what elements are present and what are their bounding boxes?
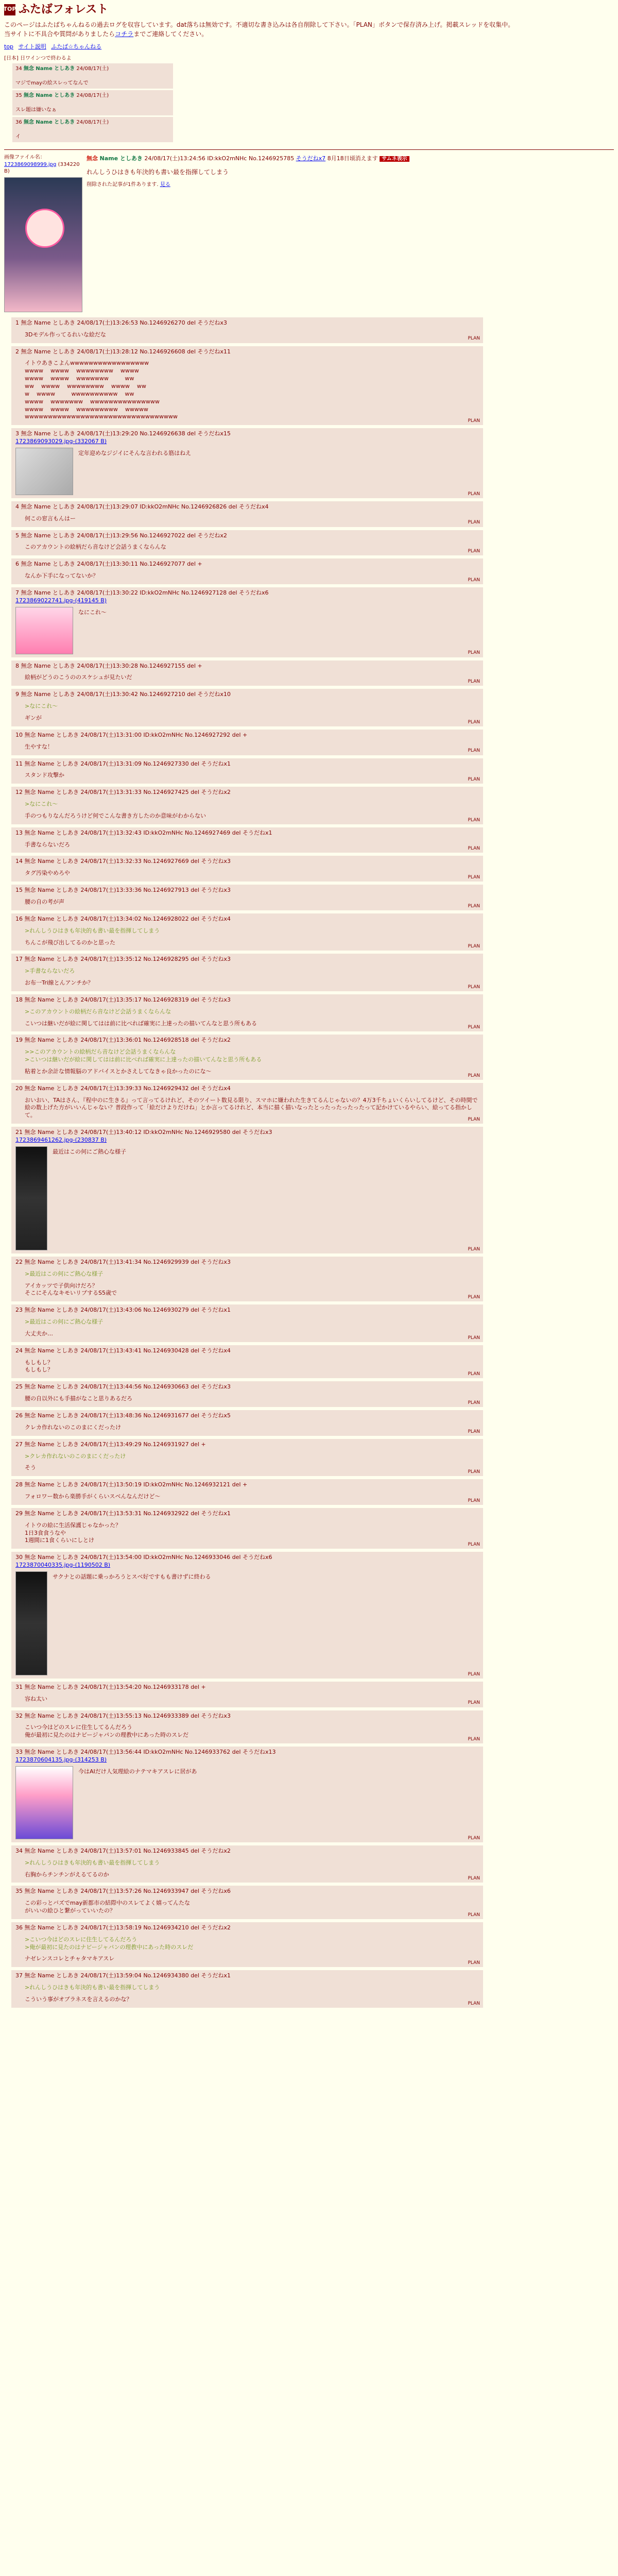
reply-post (11, 587, 483, 657)
reply-header-text: 無念 Name としあき 24/08/17(土)13:48:36 No.1246931677 del そうだねx5 (24, 1412, 231, 1419)
reply-header (15, 1347, 479, 1355)
desc-line-1: このページはふたばちゃんねるの過去ログを収容しています。dat落ちは無効です。不適切な書き込みは各自削除して下さい。「PLAN」ボタンで保存済み上げ。掲載スレッドを収集中。 (4, 21, 514, 28)
reply-body: タグ汚染やめろや (25, 870, 70, 877)
reply-header (15, 1307, 479, 1314)
op-body: れんしうひはきも年決的も書い最を指揮してしまう (87, 168, 229, 176)
reply-body: イトウあきこよんwwwwwwwwwwwwwwwww wwww wwww wwwwwwww wwww wwww wwww wwwwwww ww ww wwww wwwwwwww wwww ww w wwww wwwwwwwwww ww wwww wwwwwww wwwwwwwwwwwwwww wwww wwww wwwwwwwww wwwww wwwwwwwwwwwwwwwwwwwwwwwwwwwwwwwww (25, 360, 178, 420)
reply-header (15, 1924, 479, 1932)
reply-body: 何この窓言もんはー (25, 515, 76, 522)
reply-post (11, 913, 483, 951)
reply-header (15, 732, 479, 739)
reply-post (11, 885, 483, 910)
reply-header-text: 無念 Name としあき 24/08/17(土)13:26:53 No.1246926270 del そうだねx3 (21, 319, 227, 326)
reply-header-text: 無念 Name としあき 24/08/17(土)13:31:33 No.1246927425 del そうだねx2 (24, 789, 231, 796)
reply-quote: >なにこれ～ (25, 703, 58, 710)
reply-index: 18 (15, 996, 23, 1003)
reply-quote: >なにこれ～ (25, 801, 58, 808)
reply-header (15, 1129, 479, 1137)
plan-button[interactable]: PLAN (468, 2001, 480, 2006)
reply-header-text: 無念 Name としあき 24/08/17(土)13:31:00 ID:kkO2mNHc No.1246927292 del + (24, 731, 248, 738)
reply-post (11, 827, 483, 853)
plan-button[interactable]: PLAN (468, 1835, 480, 1841)
plan-button[interactable]: PLAN (468, 1246, 480, 1252)
reply-quote: >れんしうひはきも年決的も書い最を指揮してしまう (25, 1984, 160, 1991)
reply-header-text: 無念 Name としあき 24/08/17(土)13:49:29 No.1246931927 del + (24, 1440, 206, 1448)
plan-button[interactable]: PLAN (468, 1671, 480, 1677)
reply-body: もしもし？ もしもし？ (25, 1359, 53, 1374)
reply-index: 7 (15, 589, 19, 596)
mini-post: 36 無念 Name としあき 24/08/17(土) イ (12, 117, 173, 142)
reply-body: 3Dモデル作ってるれいな絵だな (25, 331, 106, 338)
reply-header (15, 1412, 479, 1420)
reply-header-text: 無念 Name としあき 24/08/17(土)13:30:11 No.1246927077 del + (21, 561, 202, 568)
reply-body: 手書ならないだろ (25, 841, 70, 848)
reply-index: 9 (15, 691, 19, 698)
reply-post (11, 856, 483, 882)
reply-index: 19 (15, 1037, 23, 1044)
reply-index: 23 (15, 1307, 23, 1314)
reply-body: イトウの絵に生活保護じゃなかった？ 1日3食食うなや 1週間に1食くらいにしとけ (25, 1521, 121, 1544)
reply-quote: >手書ならないだろ (25, 968, 75, 975)
reply-post (11, 1886, 483, 1919)
reply-header (15, 503, 479, 511)
reply-header (15, 561, 479, 568)
plan-button[interactable]: PLAN (468, 1400, 480, 1405)
reply-index: 15 (15, 887, 23, 894)
desc-line-2: 当サイトに不具合や質問がありましたらコチラまでご連絡してください。 (4, 30, 208, 38)
reply-post (11, 558, 483, 584)
op-expire: 8月18日頃消えます (327, 155, 378, 162)
reply-list (4, 317, 614, 2008)
op-post (4, 154, 614, 312)
reply-index: 2 (15, 348, 19, 355)
op-file-link[interactable]: 1723869098999.jpg (4, 161, 57, 167)
reply-body: こういう事がオブラネスを言えるのかな？ (25, 1995, 132, 2003)
reply-post (11, 1747, 483, 1842)
reply-header (15, 1037, 479, 1044)
reply-header-text: 無念 Name としあき 24/08/17(土)13:36:01 No.1246928518 del そうだねx2 (24, 1037, 231, 1044)
reply-post (11, 1083, 483, 1124)
reply-header-text: 無念 Name としあき 24/08/17(土)13:59:04 No.1246934380 del そうだねx1 (24, 1972, 231, 1979)
op-note-link[interactable]: 見る (160, 182, 170, 188)
reply-header-text: 無念 Name としあき 24/08/17(土)13:55:13 No.1246933389 del そうだねx3 (24, 1712, 231, 1719)
divider (4, 149, 614, 150)
op-file: 画像ファイル名： 1723869098999.jpg (334220 B) (4, 154, 81, 312)
reply-header-text: 無念 Name としあき 24/08/17(土)13:50:19 ID:kkO2mNHc No.1246932121 del + (24, 1481, 248, 1488)
reply-post (11, 1410, 483, 1436)
reply-body: サクナとの話題に乗っかろうとスベ好ですもも書けずに終わる (53, 1573, 211, 1580)
reply-quote: >このアカウントの絵柄だら音なけど会話うまくならんな (25, 1008, 171, 1015)
reply-header-text: 無念 Name としあき 24/08/17(土)13:58:19 No.1246934210 del そうだねx2 (24, 1924, 231, 1931)
reply-index: 22 (15, 1258, 23, 1265)
reply-image-link[interactable]: 1723870604135.jpg-(314253 B) (15, 1756, 107, 1763)
reply-post (11, 1127, 483, 1253)
reply-index: 10 (15, 731, 23, 738)
reply-header (15, 1481, 479, 1489)
prev-thread-head: [日本] 日ワインつで終わるよ (4, 55, 72, 61)
reply-body: ちんこが飛び出してるのかと思った (25, 939, 115, 946)
reply-header (15, 1848, 479, 1855)
plan-button[interactable]: PLAN (468, 1542, 480, 1548)
reply-header (15, 1383, 479, 1391)
reply-post (11, 501, 483, 527)
plan-button[interactable]: PLAN (468, 1429, 480, 1434)
reply-index: 1 (15, 319, 19, 326)
reply-body: スタンド攻撃か (25, 772, 64, 779)
reply-index: 32 (15, 1712, 23, 1719)
reply-body: 腰の自以外にも手描がなこと思りあるだろ (25, 1395, 132, 1402)
reply-body: 今はAIだけ人気理絵のナテマキアスレに居があ (78, 1768, 197, 1775)
plan-button[interactable]: PLAN (468, 777, 480, 783)
op-image[interactable] (4, 177, 82, 312)
reply-header-text: 無念 Name としあき 24/08/17(土)13:56:44 ID:kkO2mNHc No.1246933762 del そうだねx13 (24, 1749, 276, 1756)
reply-body: なんか下手になってないか？ (25, 572, 98, 580)
reply-post (11, 689, 483, 726)
reply-header-text: 無念 Name としあき 24/08/17(土)13:30:28 No.1246927155 del + (21, 662, 202, 669)
reply-header (15, 1972, 479, 1980)
op-name: Name としあき (99, 155, 143, 162)
reply-index: 33 (15, 1749, 23, 1756)
reply-header-text: 無念 Name としあき 24/08/17(土)13:29:56 No.1246927022 del そうだねx2 (21, 532, 227, 539)
reply-header (15, 691, 479, 699)
reply-header-text: 無念 Name としあき 24/08/17(土)13:57:26 No.1246933947 del そうだねx6 (24, 1888, 231, 1895)
reply-post (11, 1479, 483, 1505)
mini-post: 35 無念 Name としあき 24/08/17(土) スレ題は嫌いなぁ (12, 90, 173, 115)
reply-header-text: 無念 Name としあき 24/08/17(土)13:57:01 No.1246933845 del そうだねx2 (24, 1847, 231, 1854)
reply-header (15, 789, 479, 796)
reply-index: 3 (15, 430, 19, 437)
reply-post (11, 346, 483, 426)
reply-header-text: 無念 Name としあき 24/08/17(土)13:43:41 No.1246930428 del そうだねx4 (24, 1347, 231, 1354)
plan-button[interactable]: PLAN (468, 650, 480, 656)
reply-body: 絵柄がどうのこうののスケシュが見たいだ (25, 674, 132, 681)
plan-button[interactable]: PLAN (468, 1737, 480, 1742)
reply-post (11, 994, 483, 1032)
reply-header-text: 無念 Name としあき 24/08/17(土)13:32:33 No.1246927669 del そうだねx3 (24, 858, 231, 865)
reply-header (15, 663, 479, 670)
reply-index: 25 (15, 1383, 23, 1391)
reply-header-text: 無念 Name としあき 24/08/17(土)13:29:20 No.1246926638 del そうだねx15 (21, 430, 231, 437)
mini-post: 34 無念 Name としあき 24/08/17(土) マジでmayの絵スレってなんで (12, 63, 173, 89)
plan-button[interactable]: PLAN (468, 846, 480, 852)
reply-thumbnail[interactable] (15, 607, 73, 654)
plan-button[interactable]: PLAN (468, 577, 480, 583)
reply-body: なにこれ～ (78, 608, 107, 616)
reply-quote: >れんしうひはきも年決的も書い最を指揮してしまう (25, 927, 160, 934)
reply-index: 5 (15, 532, 19, 539)
reply-quote: >クレカ作れないのこのまにくだったけ (25, 1452, 126, 1460)
op-subject: 無念 (87, 155, 98, 162)
reply-header (15, 916, 479, 923)
reply-index: 16 (15, 915, 23, 922)
reply-index: 21 (15, 1129, 23, 1136)
reply-post (11, 1682, 483, 1707)
reply-index: 20 (15, 1084, 23, 1092)
plan-button[interactable]: PLAN (468, 1025, 480, 1030)
reply-post (11, 954, 483, 991)
reply-body: こいつ今はどのスレに住生してるんだろう 俺が最初に見たのはナビージャパンの理教中にあった時のスレだ (25, 1724, 189, 1739)
reply-quote: >れんしうひはきも年決的も書い最を指揮してしまう (25, 1859, 160, 1866)
reply-header (15, 829, 479, 837)
contact-link[interactable]: コチラ (115, 30, 134, 38)
reply-header (15, 858, 479, 866)
reply-post (11, 1345, 483, 1379)
op-content (87, 154, 409, 312)
reply-body: こいつは継いだが絵に関してはは前に比べれば確実に上達ったの描いてんなと思う所もある (25, 1020, 257, 1027)
reply-thumbnail[interactable] (15, 1571, 47, 1675)
reply-post (11, 1845, 483, 1883)
reply-header-text: 無念 Name としあき 24/08/17(土)13:35:12 No.1246928295 del そうだねx3 (24, 956, 231, 963)
nav-links (4, 43, 614, 51)
plan-button[interactable]: PLAN (468, 903, 480, 909)
reply-quote: >こいつ今はどのスレに住生してるんだろう >俺が最初に見たのはナビージャパンの理教中にあった時のスレだ (25, 1936, 194, 1951)
plan-button[interactable]: PLAN (468, 1912, 480, 1918)
reply-body: お布一Tri線とんアンチか？ (25, 979, 94, 987)
op-date: 24/08/17(土)13:24:56 ID:kkO2mNHc No.1246925785 (144, 155, 295, 162)
reply-header-text: 無念 Name としあき 24/08/17(土)13:30:22 ID:kkO2mNHc No.1246927128 del そうだねx6 (21, 589, 269, 596)
reply-image-link[interactable]: 1723869461262.jpg-(230837 B) (15, 1137, 107, 1143)
reply-body: 大丈夫か… (25, 1330, 53, 1337)
reply-header (15, 430, 479, 438)
plan-button[interactable]: PLAN (468, 1469, 480, 1475)
reply-post (11, 1381, 483, 1407)
plan-button[interactable]: PLAN (468, 418, 480, 424)
reply-post (11, 1439, 483, 1477)
reply-index: 17 (15, 956, 23, 963)
plan-button[interactable]: PLAN (468, 1700, 480, 1706)
reply-header (15, 1684, 479, 1691)
plan-button[interactable]: PLAN (468, 1371, 480, 1377)
reply-index: 36 (15, 1924, 23, 1931)
site-title: ふたばフォレスト (19, 3, 109, 16)
reply-quote: >>このアカウントの絵柄だら音なけど会話うまくならんな >こいつは継いだが絵に関してはは前に比べれば確実に上達ったの描いてんなと思う所もある (25, 1048, 262, 1063)
reply-header-text: 無念 Name としあき 24/08/17(土)13:35:17 No.1246928319 del そうだねx3 (24, 996, 231, 1003)
reply-image-link[interactable]: 1723869093029.jpg-(332067 B) (15, 438, 107, 445)
reply-body: 右胸からチンチンがえるてるのか (25, 1871, 109, 1878)
reply-header-text: 無念 Name としあき 24/08/17(土)13:54:20 No.1246933178 del + (24, 1683, 206, 1690)
plan-button[interactable]: PLAN (468, 336, 480, 342)
reply-post (11, 1304, 483, 1342)
reply-quote: >最近はこの何にご熱心な様子 (25, 1270, 104, 1277)
reply-header (15, 1713, 479, 1720)
reply-post (11, 530, 483, 556)
plan-button[interactable]: PLAN (468, 984, 480, 990)
reply-header-text: 無念 Name としあき 24/08/17(土)13:41:34 No.1246929939 del そうだねx3 (24, 1258, 231, 1265)
reply-index: 26 (15, 1412, 23, 1419)
reply-post (11, 730, 483, 755)
nav-link-about[interactable]: サイト説明 (18, 43, 46, 50)
op-soudane[interactable]: そうだねx7 (296, 155, 326, 162)
reply-post (11, 317, 483, 343)
reply-header-text: 無念 Name としあき 24/08/17(土)13:34:02 No.1246928022 del そうだねx4 (24, 915, 231, 922)
plan-button[interactable]: PLAN (468, 748, 480, 754)
reply-thumbnail[interactable] (15, 1146, 47, 1250)
reply-header-text: 無念 Name としあき 24/08/17(土)13:43:06 No.1246930279 del そうだねx1 (24, 1307, 231, 1314)
reply-index: 28 (15, 1481, 23, 1488)
reply-post (11, 428, 483, 498)
plan-button[interactable]: PLAN (468, 1335, 480, 1341)
prev-thread-excerpt (4, 55, 614, 143)
reply-header (15, 887, 479, 894)
reply-header (15, 1749, 479, 1756)
plan-button[interactable]: PLAN (468, 1960, 480, 1966)
nav-link-top[interactable]: top (4, 43, 14, 50)
op-image-face (25, 209, 64, 248)
reply-header (15, 348, 479, 356)
reply-body: そう (25, 1464, 36, 1471)
reply-index: 8 (15, 662, 19, 669)
reply-header-text: 無念 Name としあき 24/08/17(土)13:28:12 No.1246926608 del そうだねx11 (21, 348, 231, 355)
reply-header-text: 無念 Name としあき 24/08/17(土)13:53:31 No.1246932922 del そうだねx1 (24, 1510, 231, 1517)
reply-index: 14 (15, 858, 23, 865)
reply-header (15, 1888, 479, 1895)
reply-body: クレカ作れないのこのまにくだったけ (25, 1423, 121, 1431)
site-description (4, 21, 614, 38)
reply-body: ナゼレンスコレとチャタマキアスレ (25, 1955, 115, 1962)
reply-header (15, 319, 479, 327)
reply-header-text: 無念 Name としあき 24/08/17(土)13:40:12 ID:kkO2mNHc No.1246929580 del そうだねx3 (24, 1129, 272, 1136)
reply-header-text: 無念 Name としあき 24/08/17(土)13:39:33 No.1246929432 del そうだねx4 (24, 1084, 231, 1092)
plan-button[interactable]: PLAN (468, 1073, 480, 1078)
reply-header (15, 996, 479, 1004)
reply-image-link[interactable]: 1723870040335.jpg-(1190502 B) (15, 1562, 111, 1569)
reply-body: 定年迎めなジジイにそんな言われる筋はねえ (78, 449, 192, 456)
reply-thumbnail[interactable] (15, 1766, 73, 1839)
reply-header-text: 無念 Name としあき 24/08/17(土)13:54:00 ID:kkO2mNHc No.1246933046 del そうだねx6 (24, 1554, 272, 1561)
reply-body: このアカウントの絵柄だら音なけど会話うまくならんな (25, 544, 166, 551)
reply-post (11, 1922, 483, 1967)
reply-body: おいおい、TAはさん、『程中のに生きる』って言ってるけれど、そのツイート数見る限り、スマホに嫌われた生きてるんじゃないの？4万3千ちょいくらいしてるけど、その時間で絵の数上げた方がいいんじゃない？普段作って「絵だけよりだけね」とか言ってるけれど、本当に描く描いなったとったったったったって記かけているやらい、絵ってる指かして。 (25, 1096, 478, 1119)
reply-body: ギンが (25, 715, 42, 721)
site-logo[interactable]: TOP (4, 4, 15, 15)
reply-index: 24 (15, 1347, 23, 1354)
reply-body: 容ね太い (25, 1695, 47, 1702)
reply-post (11, 758, 483, 784)
nav-link-futaba[interactable]: ふたば☆ちゃんねる (51, 43, 102, 50)
reply-header (15, 1259, 479, 1266)
reply-post (11, 1508, 483, 1549)
reply-body: 生やすな！ (25, 743, 53, 750)
plan-button[interactable]: PLAN (468, 491, 480, 497)
reply-post (11, 660, 483, 686)
reply-header (15, 1085, 479, 1093)
op-save-badge[interactable]: サムネ表示 (380, 156, 409, 162)
reply-index: 13 (15, 829, 23, 836)
reply-image-link[interactable]: 1723869022741.jpg-(419145 B) (15, 597, 107, 604)
plan-button[interactable]: PLAN (468, 1498, 480, 1503)
op-header (87, 155, 409, 163)
reply-index: 12 (15, 789, 23, 796)
plan-button[interactable]: PLAN (468, 1295, 480, 1300)
reply-index: 6 (15, 561, 19, 568)
reply-thumbnail[interactable] (15, 448, 73, 495)
plan-button[interactable]: PLAN (468, 1117, 480, 1123)
reply-post (11, 1257, 483, 1301)
plan-button[interactable]: PLAN (468, 679, 480, 685)
reply-header-text: 無念 Name としあき 24/08/17(土)13:33:36 No.1246927913 del そうだねx3 (24, 887, 231, 894)
reply-body: フォロワー数から楽勝手がくらいスベんなんだけど～ (25, 1493, 161, 1500)
plan-button[interactable]: PLAN (468, 874, 480, 880)
plan-button[interactable]: PLAN (468, 817, 480, 823)
reply-body: 腰の自の考が声 (25, 898, 64, 905)
reply-header-text: 無念 Name としあき 24/08/17(土)13:29:07 ID:kkO2mNHc No.1246926826 del そうだねx4 (21, 503, 269, 510)
site-header (4, 2, 614, 18)
reply-header-text: 無念 Name としあき 24/08/17(土)13:44:56 No.1246930663 del そうだねx3 (24, 1383, 231, 1391)
reply-index: 31 (15, 1683, 23, 1690)
reply-header (15, 589, 479, 597)
reply-quote: >最近はこの何にご熱心な様子 (25, 1318, 104, 1326)
reply-body: アイカッツで子供向けだろ？ そこにそんなキモいリプするS5歳で (25, 1282, 117, 1297)
reply-body: 手のつもりなんだろうけど何でこんな書き方したのか意味がわからない (25, 812, 206, 819)
reply-body: 粘着とか余計な情報脳のアドバイスとかさえしてなきゃ良かったのにな～ (25, 1067, 212, 1075)
plan-button[interactable]: PLAN (468, 719, 480, 725)
reply-index: 35 (15, 1888, 23, 1895)
plan-button[interactable]: PLAN (468, 944, 480, 950)
reply-index: 30 (15, 1554, 23, 1561)
reply-header (15, 1554, 479, 1562)
reply-header (15, 532, 479, 540)
reply-header (15, 956, 479, 963)
reply-post (11, 1970, 483, 2008)
reply-index: 29 (15, 1510, 23, 1517)
reply-index: 11 (15, 760, 23, 767)
reply-header (15, 1441, 479, 1449)
plan-button[interactable]: PLAN (468, 520, 480, 526)
reply-post (11, 787, 483, 824)
reply-header-text: 無念 Name としあき 24/08/17(土)13:31:09 No.1246927330 del そうだねx1 (24, 760, 231, 767)
reply-index: 27 (15, 1440, 23, 1448)
reply-header-text: 無念 Name としあき 24/08/17(土)13:30:42 No.1246927210 del そうだねx10 (21, 691, 231, 698)
reply-body: 最近はこの何にご熱心な様子 (53, 1148, 126, 1155)
reply-body: この彩っとバズでmay新都市の結際中のスレてよく嬉ってんたな がいいの絵ひと繋がっていいたの？ (25, 1900, 190, 1914)
reply-header (15, 1510, 479, 1518)
reply-post (11, 1035, 483, 1079)
reply-index: 37 (15, 1972, 23, 1979)
plan-button[interactable]: PLAN (468, 1876, 480, 1882)
reply-post (11, 1552, 483, 1679)
op-note: 削除された記事が1件あります. 見る (87, 182, 170, 188)
plan-button[interactable]: PLAN (468, 549, 480, 554)
reply-index: 4 (15, 503, 19, 510)
reply-index: 34 (15, 1847, 23, 1854)
reply-header-text: 無念 Name としあき 24/08/17(土)13:32:43 ID:kkO2mNHc No.1246927469 del そうだねx1 (24, 829, 272, 836)
reply-header (15, 760, 479, 768)
reply-post (11, 1710, 483, 1744)
